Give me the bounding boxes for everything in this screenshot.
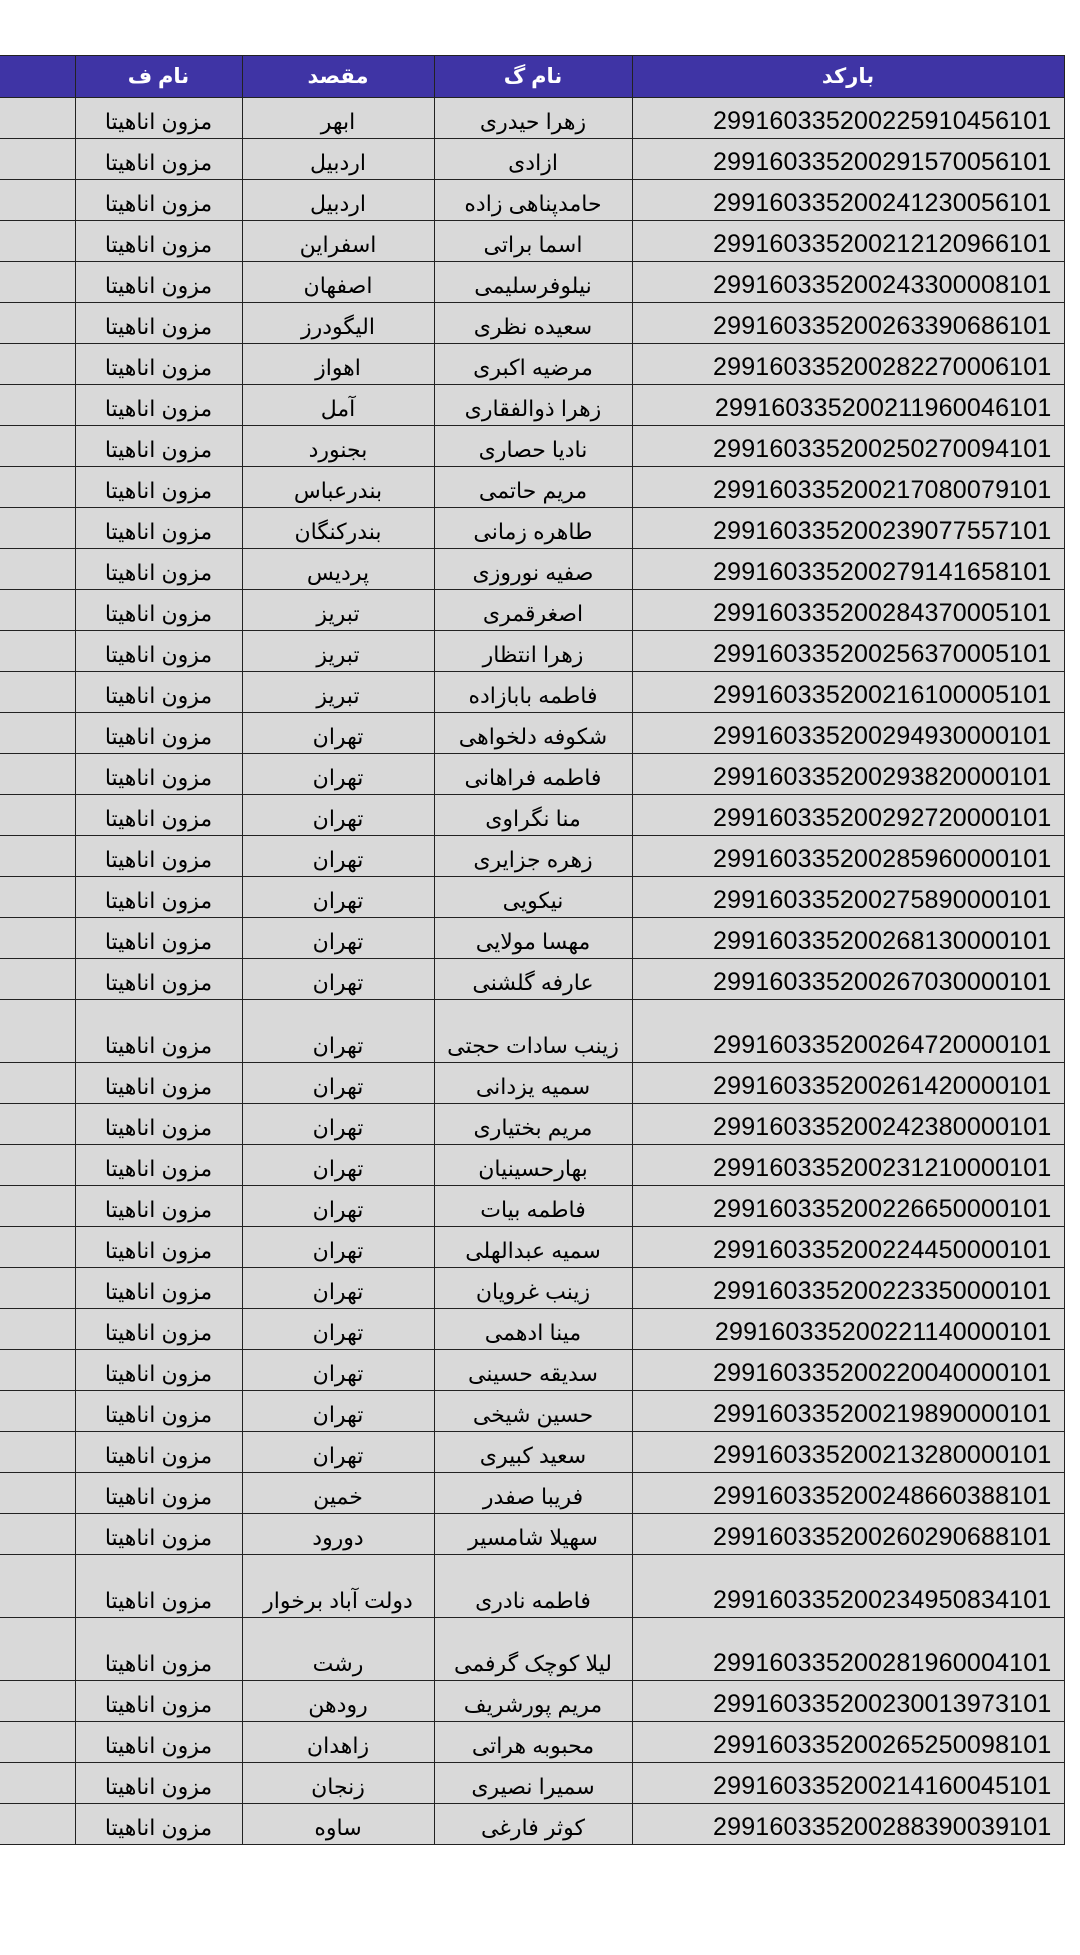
recipient-name-cell: سعیده نظری xyxy=(434,303,632,344)
sender-cell: مزون اناهیتا xyxy=(75,1227,242,1268)
destination-cell: تهران xyxy=(242,1391,434,1432)
sender-cell: مزون اناهیتا xyxy=(75,1618,242,1681)
recipient-name-cell: شکوفه دلخواهی xyxy=(434,713,632,754)
barcode-cell: 299160335200231210000101 xyxy=(632,1145,1064,1186)
recipient-name-cell: مریم پورشریف xyxy=(434,1681,632,1722)
table-row xyxy=(0,672,1064,713)
barcode-cell: 299160335200265250098101 xyxy=(632,1722,1064,1763)
barcode-cell: 299160335200263390686101 xyxy=(632,303,1064,344)
table-row xyxy=(0,344,1064,385)
recipient-name-cell: فاطمه فراهانی xyxy=(434,754,632,795)
edge-cell xyxy=(0,139,75,180)
edge-cell xyxy=(0,672,75,713)
edge-cell xyxy=(0,98,75,139)
table-row xyxy=(0,590,1064,631)
table-row xyxy=(0,385,1064,426)
table-row xyxy=(0,1804,1064,1845)
recipient-name-cell: زهرا انتظار xyxy=(434,631,632,672)
edge-cell xyxy=(0,262,75,303)
edge-cell xyxy=(0,549,75,590)
recipient-name-cell: منا نگراوی xyxy=(434,795,632,836)
table-row xyxy=(0,426,1064,467)
edge-cell xyxy=(0,590,75,631)
destination-cell: زاهدان xyxy=(242,1722,434,1763)
barcode-cell: 299160335200261420000101 xyxy=(632,1063,1064,1104)
edge-cell xyxy=(0,1145,75,1186)
edge-cell xyxy=(0,1391,75,1432)
barcode-cell: 299160335200225910456101 xyxy=(632,98,1064,139)
destination-cell: تهران xyxy=(242,713,434,754)
recipient-name-cell: فریبا صفدر xyxy=(434,1473,632,1514)
sender-cell: مزون اناهیتا xyxy=(75,1350,242,1391)
recipient-name-cell: محبوبه هراتی xyxy=(434,1722,632,1763)
sender-cell: مزون اناهیتا xyxy=(75,1309,242,1350)
recipient-name-cell: زهرا حیدری xyxy=(434,98,632,139)
destination-cell: اهواز xyxy=(242,344,434,385)
sender-cell: مزون اناهیتا xyxy=(75,262,242,303)
destination-cell: تهران xyxy=(242,836,434,877)
table-row xyxy=(0,467,1064,508)
recipient-name-cell: نیلوفرسلیمی xyxy=(434,262,632,303)
barcode-cell: 299160335200217080079101 xyxy=(632,467,1064,508)
edge-cell xyxy=(0,1722,75,1763)
sender-cell: مزون اناهیتا xyxy=(75,1186,242,1227)
destination-cell: ابهر xyxy=(242,98,434,139)
recipient-name-cell: سمیه عبدالهلی xyxy=(434,1227,632,1268)
sender-cell: مزون اناهیتا xyxy=(75,180,242,221)
barcode-cell: 299160335200285960000101 xyxy=(632,836,1064,877)
table-body xyxy=(0,98,1064,1845)
destination-cell: تهران xyxy=(242,1104,434,1145)
destination-cell: اردبیل xyxy=(242,180,434,221)
table-row xyxy=(0,1432,1064,1473)
table-row xyxy=(0,1681,1064,1722)
table-row xyxy=(0,221,1064,262)
barcode-cell: 299160335200281960004101 xyxy=(632,1618,1064,1681)
sender-cell: مزون اناهیتا xyxy=(75,1804,242,1845)
destination-cell: تهران xyxy=(242,918,434,959)
sender-cell: مزون اناهیتا xyxy=(75,1145,242,1186)
table-row xyxy=(0,1350,1064,1391)
recipient-name-cell: مریم حاتمی xyxy=(434,467,632,508)
shipment-table xyxy=(0,55,1065,1845)
destination-cell: تهران xyxy=(242,1227,434,1268)
table-row xyxy=(0,795,1064,836)
barcode-cell: 299160335200224450000101 xyxy=(632,1227,1064,1268)
recipient-name-cell: لیلا کوچک گرفمی xyxy=(434,1618,632,1681)
recipient-name-cell: اسما براتی xyxy=(434,221,632,262)
column-header-sender: نام ف xyxy=(75,56,242,98)
destination-cell: اسفراین xyxy=(242,221,434,262)
barcode-cell: 299160335200267030000101 xyxy=(632,959,1064,1000)
barcode-cell: 299160335200291570056101 xyxy=(632,139,1064,180)
destination-cell: تهران xyxy=(242,795,434,836)
edge-cell xyxy=(0,1309,75,1350)
edge-cell xyxy=(0,1555,75,1618)
edge-cell xyxy=(0,1473,75,1514)
recipient-name-cell: طاهره زمانی xyxy=(434,508,632,549)
recipient-name-cell: مهسا مولایی xyxy=(434,918,632,959)
sender-cell: مزون اناهیتا xyxy=(75,1391,242,1432)
barcode-cell: 299160335200226650000101 xyxy=(632,1186,1064,1227)
destination-cell: آمل xyxy=(242,385,434,426)
sender-cell: مزون اناهیتا xyxy=(75,1514,242,1555)
sender-cell: مزون اناهیتا xyxy=(75,1555,242,1618)
table-row xyxy=(0,836,1064,877)
edge-cell xyxy=(0,1681,75,1722)
table-row xyxy=(0,1000,1064,1063)
sender-cell: مزون اناهیتا xyxy=(75,221,242,262)
edge-cell xyxy=(0,508,75,549)
edge-cell xyxy=(0,467,75,508)
destination-cell: دورود xyxy=(242,1514,434,1555)
edge-cell xyxy=(0,1618,75,1681)
recipient-name-cell: ازادی xyxy=(434,139,632,180)
destination-cell: تهران xyxy=(242,1000,434,1063)
destination-cell: بجنورد xyxy=(242,426,434,467)
sender-cell: مزون اناهیتا xyxy=(75,1763,242,1804)
sender-cell: مزون اناهیتا xyxy=(75,1473,242,1514)
recipient-name-cell: اصغرقمری xyxy=(434,590,632,631)
destination-cell: بندرکنگان xyxy=(242,508,434,549)
sender-cell: مزون اناهیتا xyxy=(75,631,242,672)
barcode-cell: 299160335200250270094101 xyxy=(632,426,1064,467)
edge-cell xyxy=(0,754,75,795)
table-row xyxy=(0,877,1064,918)
sender-cell: مزون اناهیتا xyxy=(75,426,242,467)
barcode-cell: 299160335200213280000101 xyxy=(632,1432,1064,1473)
table-row xyxy=(0,1186,1064,1227)
table-row xyxy=(0,549,1064,590)
barcode-cell: 299160335200212120966101 xyxy=(632,221,1064,262)
table-row xyxy=(0,1309,1064,1350)
recipient-name-cell: زینب سادات حجتی xyxy=(434,1000,632,1063)
destination-cell: اردبیل xyxy=(242,139,434,180)
sender-cell: مزون اناهیتا xyxy=(75,508,242,549)
edge-cell xyxy=(0,426,75,467)
table-row xyxy=(0,1145,1064,1186)
column-header-barcode: بارکد xyxy=(632,56,1064,98)
barcode-cell: 299160335200239077557101 xyxy=(632,508,1064,549)
barcode-cell: 299160335200214160045101 xyxy=(632,1763,1064,1804)
recipient-name-cell: فاطمه بابازاده xyxy=(434,672,632,713)
destination-cell: الیگودرز xyxy=(242,303,434,344)
edge-cell xyxy=(0,959,75,1000)
destination-cell: زنجان xyxy=(242,1763,434,1804)
destination-cell: تهران xyxy=(242,1268,434,1309)
edge-cell xyxy=(0,1432,75,1473)
column-header-recipient-name: نام گ xyxy=(434,56,632,98)
edge-cell xyxy=(0,180,75,221)
edge-cell xyxy=(0,836,75,877)
edge-cell xyxy=(0,1804,75,1845)
barcode-cell: 299160335200248660388101 xyxy=(632,1473,1064,1514)
edge-cell xyxy=(0,1763,75,1804)
sender-cell: مزون اناهیتا xyxy=(75,918,242,959)
sender-cell: مزون اناهیتا xyxy=(75,303,242,344)
barcode-cell: 299160335200241230056101 xyxy=(632,180,1064,221)
recipient-name-cell: نیکویی xyxy=(434,877,632,918)
barcode-cell: 299160335200294930000101 xyxy=(632,713,1064,754)
sender-cell: مزون اناهیتا xyxy=(75,385,242,426)
edge-cell xyxy=(0,1063,75,1104)
recipient-name-cell: حامدپناهی زاده xyxy=(434,180,632,221)
destination-cell: تهران xyxy=(242,959,434,1000)
barcode-cell: 299160335200216100005101 xyxy=(632,672,1064,713)
recipient-name-cell: مریم بختیاری xyxy=(434,1104,632,1145)
edge-cell xyxy=(0,795,75,836)
table-row xyxy=(0,1722,1064,1763)
destination-cell: تهران xyxy=(242,1186,434,1227)
table-row xyxy=(0,1063,1064,1104)
edge-cell xyxy=(0,303,75,344)
table-row xyxy=(0,262,1064,303)
sender-cell: مزون اناهیتا xyxy=(75,139,242,180)
barcode-cell: 299160335200288390039101 xyxy=(632,1804,1064,1845)
barcode-cell: 299160335200279141658101 xyxy=(632,549,1064,590)
recipient-name-cell: زهره جزایری xyxy=(434,836,632,877)
barcode-cell: 299160335200275890000101 xyxy=(632,877,1064,918)
table-row xyxy=(0,1391,1064,1432)
destination-cell: دولت آباد برخوار xyxy=(242,1555,434,1618)
recipient-name-cell: سمیرا نصیری xyxy=(434,1763,632,1804)
table-row xyxy=(0,631,1064,672)
recipient-name-cell: بهارحسینیان xyxy=(434,1145,632,1186)
sender-cell: مزون اناهیتا xyxy=(75,467,242,508)
destination-cell: تهران xyxy=(242,1309,434,1350)
destination-cell: تبریز xyxy=(242,631,434,672)
edge-cell xyxy=(0,631,75,672)
destination-cell: تهران xyxy=(242,1350,434,1391)
destination-cell: تهران xyxy=(242,1432,434,1473)
sender-cell: مزون اناهیتا xyxy=(75,713,242,754)
sender-cell: مزون اناهیتا xyxy=(75,672,242,713)
sender-cell: مزون اناهیتا xyxy=(75,1000,242,1063)
column-header-destination: مقصد xyxy=(242,56,434,98)
recipient-name-cell: مینا ادهمی xyxy=(434,1309,632,1350)
recipient-name-cell: کوثر فارغی xyxy=(434,1804,632,1845)
sender-cell: مزون اناهیتا xyxy=(75,1432,242,1473)
recipient-name-cell: مرضیه اکبری xyxy=(434,344,632,385)
recipient-name-cell: فاطمه بیات xyxy=(434,1186,632,1227)
destination-cell: تهران xyxy=(242,1145,434,1186)
table-row xyxy=(0,959,1064,1000)
recipient-name-cell: عارفه گلشنی xyxy=(434,959,632,1000)
destination-cell: تبریز xyxy=(242,590,434,631)
destination-cell: پردیس xyxy=(242,549,434,590)
table-row xyxy=(0,303,1064,344)
edge-cell xyxy=(0,1000,75,1063)
sender-cell: مزون اناهیتا xyxy=(75,877,242,918)
sender-cell: مزون اناهیتا xyxy=(75,836,242,877)
table-row xyxy=(0,754,1064,795)
edge-header-cell xyxy=(0,56,75,98)
destination-cell: بندرعباس xyxy=(242,467,434,508)
barcode-cell: 299160335200242380000101 xyxy=(632,1104,1064,1145)
barcode-cell: 299160335200268130000101 xyxy=(632,918,1064,959)
barcode-cell: 299160335200284370005101 xyxy=(632,590,1064,631)
table-row xyxy=(0,1763,1064,1804)
destination-cell: رشت xyxy=(242,1618,434,1681)
sender-cell: مزون اناهیتا xyxy=(75,754,242,795)
sender-cell: مزون اناهیتا xyxy=(75,549,242,590)
recipient-name-cell: نادیا حصاری xyxy=(434,426,632,467)
recipient-name-cell: فاطمه نادری xyxy=(434,1555,632,1618)
destination-cell: تهران xyxy=(242,754,434,795)
destination-cell: تهران xyxy=(242,877,434,918)
table-row xyxy=(0,1104,1064,1145)
barcode-cell: 299160335200256370005101 xyxy=(632,631,1064,672)
recipient-name-cell: حسین شیخی xyxy=(434,1391,632,1432)
recipient-name-cell: زهرا ذوالفقاری xyxy=(434,385,632,426)
table-row xyxy=(0,1227,1064,1268)
recipient-name-cell: سهیلا شامسیر xyxy=(434,1514,632,1555)
barcode-cell: 299160335200292720000101 xyxy=(632,795,1064,836)
barcode-cell: 299160335200219890000101 xyxy=(632,1391,1064,1432)
sender-cell: مزون اناهیتا xyxy=(75,1268,242,1309)
edge-cell xyxy=(0,713,75,754)
destination-cell: خمین xyxy=(242,1473,434,1514)
barcode-cell: 299160335200260290688101 xyxy=(632,1514,1064,1555)
sender-cell: مزون اناهیتا xyxy=(75,959,242,1000)
table-row xyxy=(0,98,1064,139)
edge-cell xyxy=(0,1350,75,1391)
sender-cell: مزون اناهیتا xyxy=(75,590,242,631)
barcode-cell: 299160335200234950834101 xyxy=(632,1555,1064,1618)
edge-cell xyxy=(0,1186,75,1227)
edge-cell xyxy=(0,344,75,385)
destination-cell: رودهن xyxy=(242,1681,434,1722)
edge-cell xyxy=(0,877,75,918)
table-row xyxy=(0,180,1064,221)
edge-cell xyxy=(0,385,75,426)
table-row xyxy=(0,713,1064,754)
barcode-cell: 299160335200220040000101 xyxy=(632,1350,1064,1391)
edge-cell xyxy=(0,1104,75,1145)
barcode-cell: 299160335200221140000101 xyxy=(632,1309,1064,1350)
recipient-name-cell: سدیقه حسینی xyxy=(434,1350,632,1391)
edge-cell xyxy=(0,221,75,262)
barcode-cell: 299160335200211960046101 xyxy=(632,385,1064,426)
table-row xyxy=(0,1618,1064,1681)
barcode-cell: 299160335200264720000101 xyxy=(632,1000,1064,1063)
edge-cell xyxy=(0,918,75,959)
sender-cell: مزون اناهیتا xyxy=(75,1681,242,1722)
recipient-name-cell: صفیه نوروزی xyxy=(434,549,632,590)
table-row xyxy=(0,139,1064,180)
sender-cell: مزون اناهیتا xyxy=(75,795,242,836)
destination-cell: تهران xyxy=(242,1063,434,1104)
edge-cell xyxy=(0,1227,75,1268)
header-row xyxy=(0,56,1064,98)
barcode-cell: 299160335200230013973101 xyxy=(632,1681,1064,1722)
recipient-name-cell: سعید کبیری xyxy=(434,1432,632,1473)
barcode-cell: 299160335200223350000101 xyxy=(632,1268,1064,1309)
sender-cell: مزون اناهیتا xyxy=(75,1063,242,1104)
barcode-cell: 299160335200243300008101 xyxy=(632,262,1064,303)
barcode-cell: 299160335200282270006101 xyxy=(632,344,1064,385)
destination-cell: ساوه xyxy=(242,1804,434,1845)
recipient-name-cell: سمیه یزدانی xyxy=(434,1063,632,1104)
sender-cell: مزون اناهیتا xyxy=(75,1722,242,1763)
sender-cell: مزون اناهیتا xyxy=(75,98,242,139)
table-row xyxy=(0,1514,1064,1555)
destination-cell: تبریز xyxy=(242,672,434,713)
sender-cell: مزون اناهیتا xyxy=(75,1104,242,1145)
table-row xyxy=(0,1555,1064,1618)
destination-cell: اصفهان xyxy=(242,262,434,303)
edge-cell xyxy=(0,1268,75,1309)
barcode-cell: 299160335200293820000101 xyxy=(632,754,1064,795)
table-row xyxy=(0,508,1064,549)
table-row xyxy=(0,918,1064,959)
edge-cell xyxy=(0,1514,75,1555)
table-row xyxy=(0,1473,1064,1514)
sender-cell: مزون اناهیتا xyxy=(75,344,242,385)
recipient-name-cell: زینب غرویان xyxy=(434,1268,632,1309)
table-row xyxy=(0,1268,1064,1309)
